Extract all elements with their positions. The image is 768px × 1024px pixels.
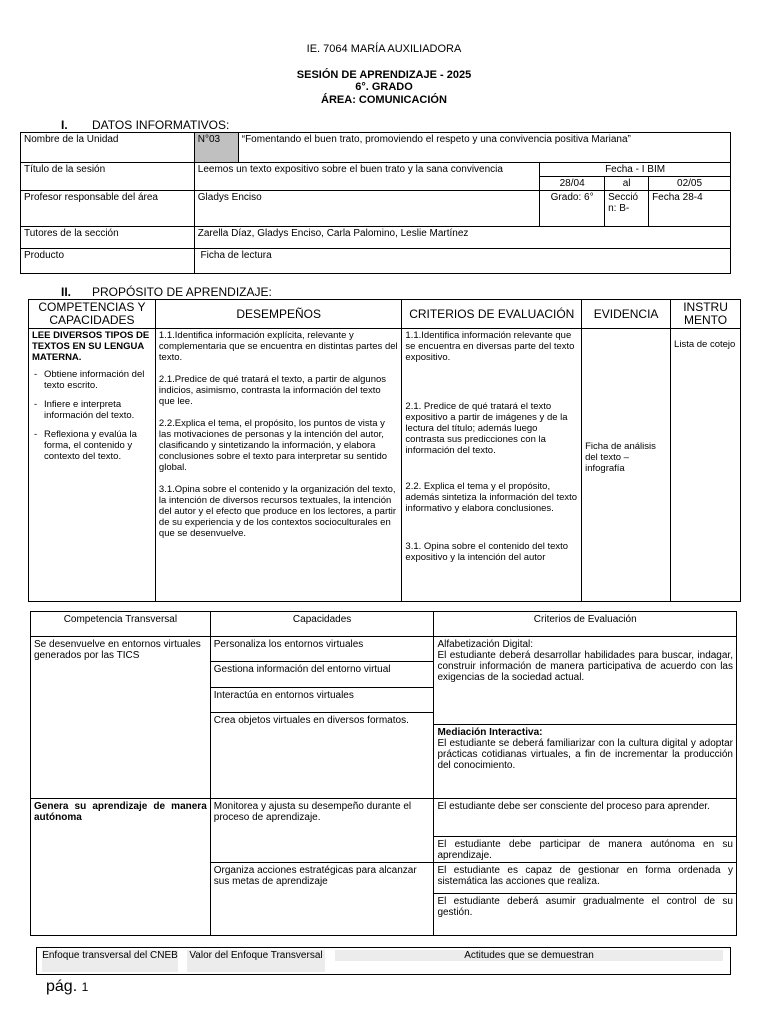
section-2-number: II. bbox=[61, 285, 72, 299]
tics-capacidad: Crea objetos virtuales en diversos formatos. bbox=[210, 713, 434, 799]
header-evidencia: EVIDENCIA bbox=[582, 300, 671, 329]
desempeno-item: 2.1.Predice de qué tratará el texto, a partir de algunos indicios, asimismo, contrasta la información del texto que lee. bbox=[158, 374, 387, 407]
enfoque-col-1: Enfoque transversal del CNEB bbox=[42, 950, 178, 972]
school-name: IE. 7064 MARÍA AUXILIADORA bbox=[306, 43, 462, 55]
criterio-alfabetizacion-text: El estudiante deberá desarrollar habilidades para buscar, indagar, construir información de manera participativa de acuerdo con las exigencias de la sociedad actual. bbox=[437, 650, 733, 683]
criterios-cell bbox=[402, 329, 582, 602]
date-to: 02/05 bbox=[649, 177, 731, 191]
autonoma-criterio: El estudiante deberá asumir gradualmente el control de su gestión. bbox=[434, 894, 737, 936]
autonoma-competencia: Genera su aprendizaje de manera autónoma bbox=[31, 799, 211, 936]
unit-label: Nombre de la Unidad bbox=[21, 133, 195, 163]
grade-cell: Grado: 6° bbox=[540, 191, 605, 227]
product-label: Producto bbox=[21, 249, 195, 274]
date-header: Fecha - I BIM bbox=[540, 163, 731, 177]
autonoma-criterio: El estudiante es capaz de gestionar en forma ordenada y sistemática las acciones que realiza. bbox=[434, 863, 737, 894]
area-title: ÁREA: COMUNICACIÓN bbox=[321, 94, 447, 106]
header-instrumento: INSTRU MENTO bbox=[671, 300, 741, 329]
desempeno-item: 3.1.Opina sobre el contenido y la organización del texto, la intención de diversos recursos textuales, la intención del autor y el efecto que produce en los lectores, a partir de su experiencia y de los contextos socioculturales en que se desenvuelve. bbox=[158, 484, 397, 539]
capacidad-item: - Reflexiona y evalúa la forma, el contenido y contexto del texto. bbox=[44, 429, 152, 462]
capacidades-list bbox=[32, 369, 152, 462]
criterio-mediacion-text: El estudiante se deberá familiarizar con la cultura digital y adoptar prácticas cotidianas virtuales, a fin de incrementar la producción del conocimiento. bbox=[437, 738, 733, 771]
header-competencia-transversal: Competencia Transversal bbox=[31, 612, 211, 637]
desempeno-item: 2.2.Explica el tema, el propósito, los puntos de vista y las motivaciones de personas y la intención del autor, clasificando y sintetizando la información, y elabora conclusiones sobre el texto para interpretar su sentido global. bbox=[158, 418, 388, 473]
teacher-label: Profesor responsable del área bbox=[21, 191, 195, 227]
competencia-title: LEE DIVERSOS TIPOS DE TEXTOS EN SU LENGUA MATERNA. bbox=[32, 330, 150, 363]
tutors-label: Tutores de la sección bbox=[21, 227, 195, 249]
competencias-cell bbox=[29, 329, 156, 602]
fecha-cell: Fecha 28-4 bbox=[649, 191, 731, 227]
header-desempenos: DESEMPEÑOS bbox=[155, 300, 402, 329]
date-al: al bbox=[605, 177, 649, 191]
page-footer bbox=[46, 978, 88, 996]
instrumento-cell bbox=[671, 329, 741, 602]
tutors-names: Zarella Díaz, Gladys Enciso, Carla Palomino, Leslie Martínez bbox=[194, 227, 730, 249]
section-1-title: DATOS INFORMATIVOS: bbox=[92, 118, 230, 132]
session-title-value: Leemos un texto expositivo sobre el buen trato y la sana convivencia bbox=[194, 163, 539, 191]
criterio-alfabetizacion-title: Alfabetización Digital: bbox=[437, 639, 534, 650]
evidencia-cell bbox=[582, 329, 671, 602]
product-value bbox=[194, 249, 730, 274]
evidencia-text: Ficha de análisis del texto – infografía bbox=[585, 441, 656, 474]
autonoma-criterio: El estudiante debe ser consciente del proceso para aprender. bbox=[434, 799, 737, 837]
autonoma-capacidad: Organiza acciones estratégicas para alcanzar sus metas de aprendizaje bbox=[210, 863, 434, 936]
section-2-heading bbox=[61, 285, 272, 299]
enfoque-col-2: Valor del Enfoque Transversal bbox=[187, 950, 325, 972]
product-value-text: Ficha de lectura bbox=[200, 250, 272, 261]
criterio-mediacion-title: Mediación Interactiva: bbox=[437, 727, 543, 738]
tics-competencia: Se desenvuelve en entornos virtuales generados por las TICS bbox=[31, 637, 211, 799]
criterio-alfabetizacion bbox=[434, 637, 737, 725]
session-label: Título de la sesión bbox=[21, 163, 195, 191]
unit-name: “Fomentando el buen trato, promoviendo el respeto y una convivencia positiva Mariana” bbox=[238, 133, 730, 163]
page-label: pág. bbox=[46, 978, 78, 995]
section-2-title: PROPÓSITO DE APRENDIZAJE: bbox=[92, 285, 272, 299]
instrumento-text: Lista de cotejo bbox=[674, 339, 736, 350]
section-1-number: I. bbox=[61, 118, 68, 132]
page-number: 1 bbox=[81, 980, 89, 994]
desempeno-item: 1.1.Identifica información explícita, relevante y complementaria que se encuentra en distintas partes del texto. bbox=[158, 330, 398, 363]
header-competencias: COMPETENCIAS Y CAPACIDADES bbox=[29, 300, 156, 329]
session-title: SESIÓN DE APRENDIZAJE - 2025 bbox=[296, 69, 472, 81]
enfoque-table bbox=[36, 947, 731, 975]
header-capacidades: Capacidades bbox=[210, 612, 434, 637]
header-criterios-evaluacion: Criterios de Evaluación bbox=[434, 612, 737, 637]
header-criterios: CRITERIOS DE EVALUACIÓN bbox=[402, 300, 582, 329]
criterio-item: 2.2. Explica el tema y el propósito, además sintetiza la información del texto informativo y elabora conclusiones. bbox=[405, 481, 578, 514]
tics-capacidad: Gestiona información del entorno virtual bbox=[210, 662, 434, 688]
transversal-table bbox=[30, 611, 737, 936]
date-from: 28/04 bbox=[540, 177, 605, 191]
datos-informativos-table bbox=[20, 132, 731, 274]
capacidad-item: - Infiere e interpreta información del texto. bbox=[44, 399, 152, 421]
autonoma-criterio: El estudiante debe participar de manera autónoma en su aprendizaje. bbox=[434, 837, 737, 863]
section-cell: Secció n: B- bbox=[605, 191, 649, 227]
proposito-table bbox=[28, 299, 741, 602]
capacidad-item: - Obtiene información del texto escrito. bbox=[44, 369, 152, 391]
criterio-item: 2.1. Predice de qué tratará el texto expositivo a partir de imágenes y de la lectura del título; además luego contrasta sus predicciones con la información del texto. bbox=[405, 401, 568, 456]
criterio-item: 1.1.Identifica información relevante que se encuentra en diversas parte del texto expositivo. bbox=[405, 330, 575, 363]
grade-title: 6°. GRADO bbox=[355, 81, 413, 93]
tics-capacidad: Personaliza los entornos virtuales bbox=[210, 637, 434, 662]
criterio-mediacion bbox=[434, 725, 737, 799]
tics-capacidad: Interactúa en entornos virtuales bbox=[210, 688, 434, 713]
autonoma-capacidad: Monitorea y ajusta su desempeño durante el proceso de aprendizaje. bbox=[210, 799, 434, 863]
teacher-name: Gladys Enciso bbox=[194, 191, 539, 227]
section-1-heading bbox=[61, 118, 229, 132]
enfoque-col-3: Actitudes que se demuestran bbox=[335, 950, 723, 961]
desempenos-cell bbox=[155, 329, 402, 602]
criterio-item: 3.1. Opina sobre el contenido del texto expositivo y la intención del autor bbox=[405, 541, 569, 563]
unit-number: N°03 bbox=[194, 133, 238, 163]
